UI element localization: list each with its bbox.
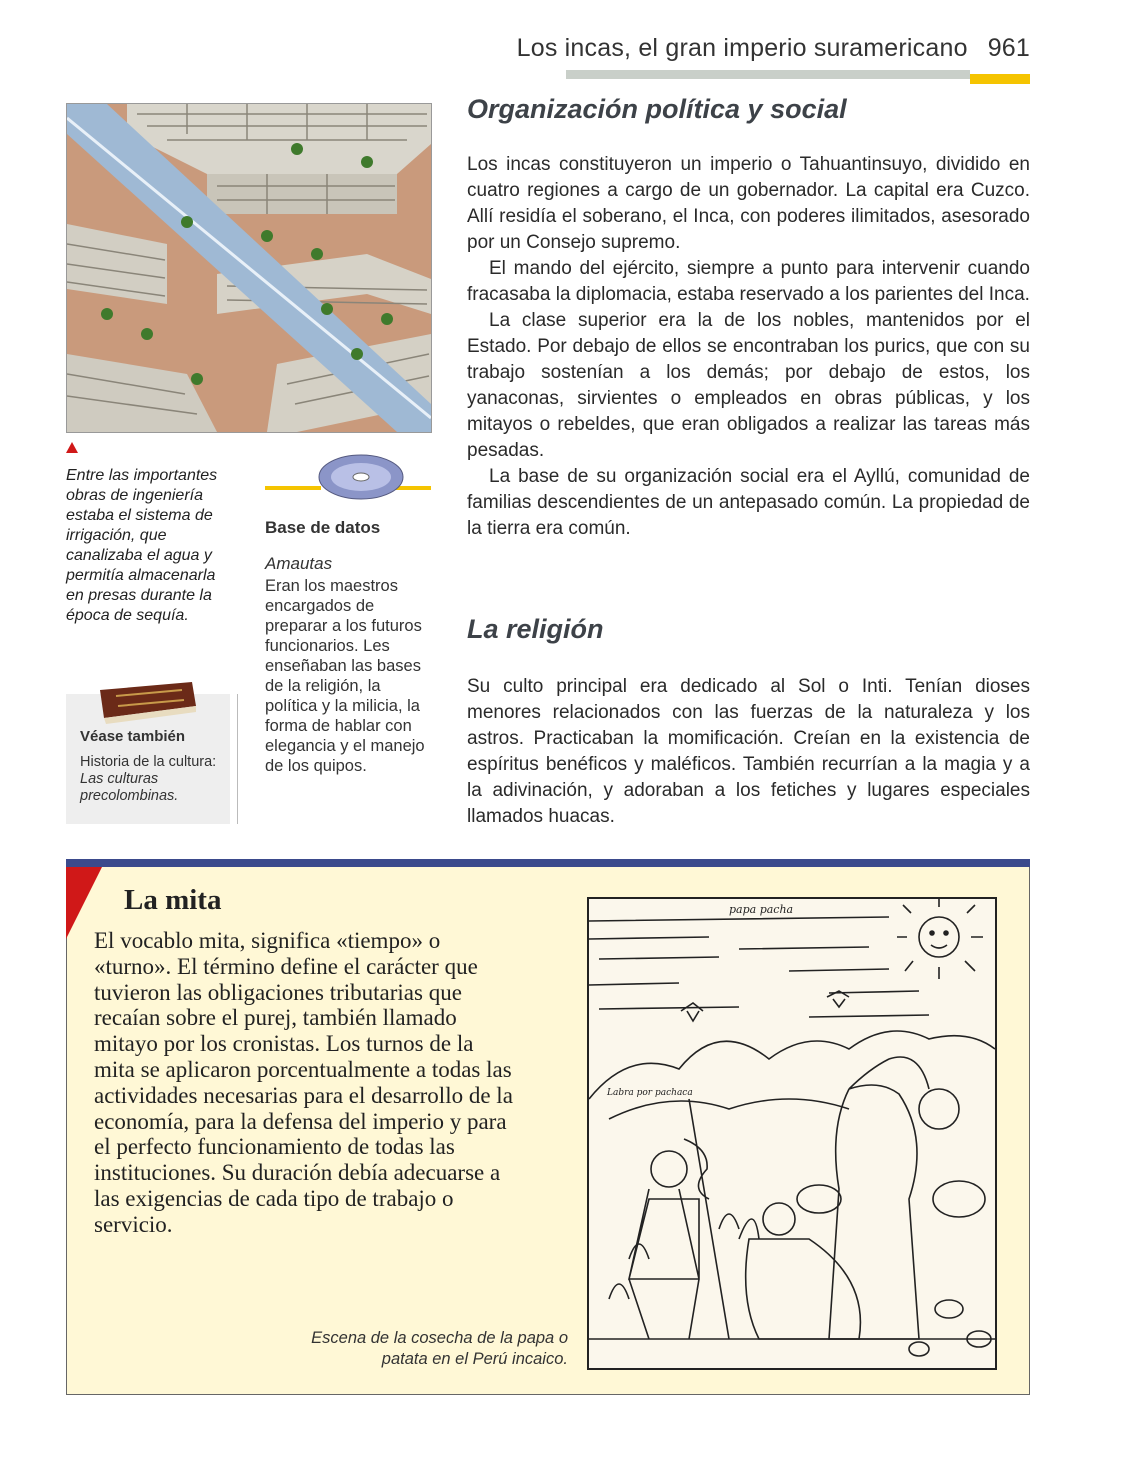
header-rule <box>566 70 970 79</box>
page-number: 961 <box>987 34 1030 62</box>
mita-title: La mita <box>124 884 222 916</box>
paragraph: La clase superior era la de los nobles, mantenidos por el Estado. Por debajo de ellos se encontraban los purics, que con su trabajo sostenían a los demás; por debajo de estos, los yanaconas, sirvientes o empleados en obras públicas, y los mitayos o rebeldes, que eran obligados a realizar las tareas más pesadas. <box>467 310 1030 461</box>
paragraph: La base de su organización social era el Ayllú, comunidad de familias descendientes de un antepasado común. La propiedad de la tierra era común. <box>467 466 1030 539</box>
woodcut-inscription-side: Labra por pachaca <box>607 1088 693 1098</box>
section-body-religion <box>467 674 1030 830</box>
caption-marker-icon <box>66 442 78 453</box>
harvest-woodcut-illustration <box>587 897 997 1370</box>
book-icon <box>96 676 200 729</box>
see-also-link[interactable]: Las culturas precolombinas. <box>80 771 179 804</box>
section-title-religion: La religión <box>467 614 604 644</box>
figure-caption: Entre las importantes obras de ingeniería estaba el sistema de irrigación, que canalizaba el agua y permitía almacenarla en presas durante la época de sequía. <box>66 467 218 624</box>
section-body-organizacion <box>467 152 1030 542</box>
paragraph: Su culto principal era dedicado al Sol o Inti. Tenían dioses menores relacionados con las fuerzas de la naturaleza y los astros. Practicaban la momificación. Creían en la existencia de espíritus benéficos y maléficos. También recurrían a la magia y a la adivinación, y adoraban a los fetiches y lugares especiales llamados huacas. <box>467 676 1030 827</box>
stone-terraces-illustration <box>66 103 432 433</box>
section-title-organizacion: Organización política y social <box>467 94 847 124</box>
mita-box-top-bar <box>66 859 1030 867</box>
woodcut-caption: Escena de la cosecha de la papa o patata en el Perú incaico. <box>311 1329 568 1368</box>
sidebar-term: Amautas <box>265 554 333 573</box>
woodcut-inscription-top: papa pacha <box>729 903 794 916</box>
header-rule-accent <box>970 74 1030 84</box>
sidebar-divider <box>237 694 238 824</box>
paragraph: Los incas constituyeron un imperio o Tahuantinsuyo, dividido en cuatro regiones a cargo de un gobernador. La capital era Cuzco. Allí residía el soberano, el Inca, con poderes ilimitados, asesorado por un Consejo supremo. <box>467 154 1030 253</box>
sidebar-title: Base de datos <box>265 518 381 537</box>
see-also-text: Historia de la cultura: Las culturas precolombinas. <box>80 754 217 804</box>
running-header <box>470 34 1030 63</box>
running-title: Los incas, el gran imperio suramericano <box>516 34 968 62</box>
sidebar-rule-left <box>265 486 321 490</box>
see-also-title: Véase también <box>80 728 186 745</box>
mita-text: El vocablo mita, significa «tiempo» o «turno». El término define el carácter que tuvieron las obligaciones tributarias que recaían sobre el purej, también llamado mitayo por los cronistas. Los turnos de la mita se aplicaron porcentualmente a todas las actividades necesarias para el desarrollo de la economía, para la defensa del imperio y para el perfecto funcionamiento de todas las instituciones. Su duración debía adecuarse a las exigencias de cada tipo de trabajo o servicio. <box>94 928 513 1237</box>
paragraph: El mando del ejército, siempre a punto para intervenir cuando fracasaba la diplomacia, estaba reservado a los parientes del Inca. <box>467 258 1030 305</box>
cd-disc-icon <box>318 452 404 507</box>
sidebar-text: Eran los maestros encargados de preparar a los futuros funcionarios. Les enseñaban las bases de la religión, la política y la milicia, la forma de hablar con elegancia y el manejo de los quipos. <box>265 577 425 775</box>
